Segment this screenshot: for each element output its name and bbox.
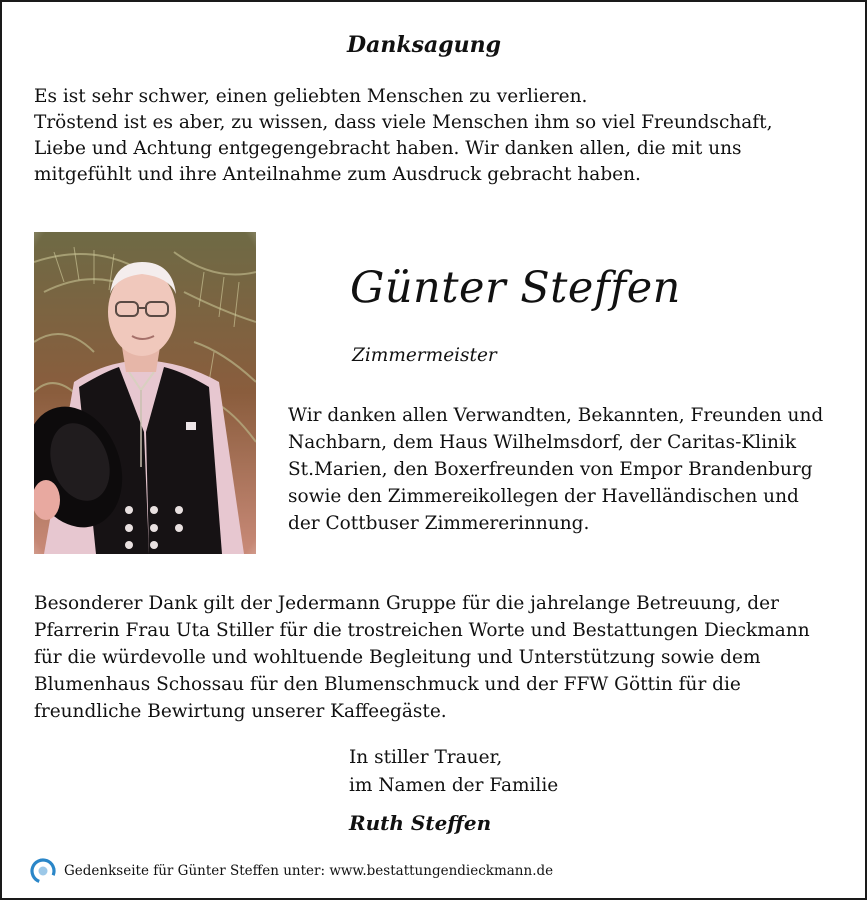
closing-line: im Namen der Familie: [349, 775, 559, 796]
footer: [30, 858, 553, 884]
thanks-line: Wir danken allen Verwandten, Bekannten, Freunden und: [288, 405, 824, 426]
signer-name: Ruth Steffen: [349, 811, 492, 835]
intro-paragraph: [34, 84, 834, 188]
memorial-logo-icon: [30, 858, 56, 884]
special-thanks-line: für die würdevolle und wohltuende Begleitung und Unterstützung sowie dem: [34, 647, 761, 668]
closing-line: In stiller Trauer,: [349, 747, 503, 768]
special-thanks-line: freundliche Bewirtung unserer Kaffeegäste.: [34, 701, 447, 722]
special-thanks-line: Besonderer Dank gilt der Jedermann Gruppe für die jahrelange Betreuung, der: [34, 593, 779, 614]
intro-line: Es ist sehr schwer, einen geliebten Menschen zu verlieren.: [34, 86, 588, 107]
intro-line: Tröstend ist es aber, zu wissen, dass viele Menschen ihm so viel Freundschaft,: [34, 112, 773, 133]
deceased-name: Günter Steffen: [350, 263, 681, 313]
thanks-paragraph: [288, 402, 848, 537]
thanks-line: sowie den Zimmereikollegen der Havelländischen und: [288, 486, 799, 507]
closing-block: [349, 744, 558, 800]
intro-line: mitgefühlt und ihre Anteilnahme zum Ausdruck gebracht haben.: [34, 164, 641, 185]
special-thanks-line: Pfarrerin Frau Uta Stiller für die trostreichen Worte und Bestattungen Dieckmann: [34, 620, 810, 641]
notice-heading: Danksagung: [347, 32, 501, 58]
special-thanks-line: Blumenhaus Schossau für den Blumenschmuck und der FFW Göttin für die: [34, 674, 741, 695]
thanks-line: Nachbarn, dem Haus Wilhelmsdorf, der Caritas-Klinik: [288, 432, 797, 453]
portrait-photo: [34, 232, 256, 554]
deceased-profession: Zimmermeister: [352, 345, 497, 366]
special-thanks-paragraph: [34, 590, 844, 725]
thanks-line: der Cottbuser Zimmererinnung.: [288, 513, 590, 534]
footer-text: Gedenkseite für Günter Steffen unter: www.bestattungendieckmann.de: [64, 863, 554, 879]
intro-line: Liebe und Achtung entgegengebracht haben. Wir danken allen, die mit uns: [34, 138, 742, 159]
thanks-line: St.Marien, den Boxerfreunden von Empor Brandenburg: [288, 459, 813, 480]
